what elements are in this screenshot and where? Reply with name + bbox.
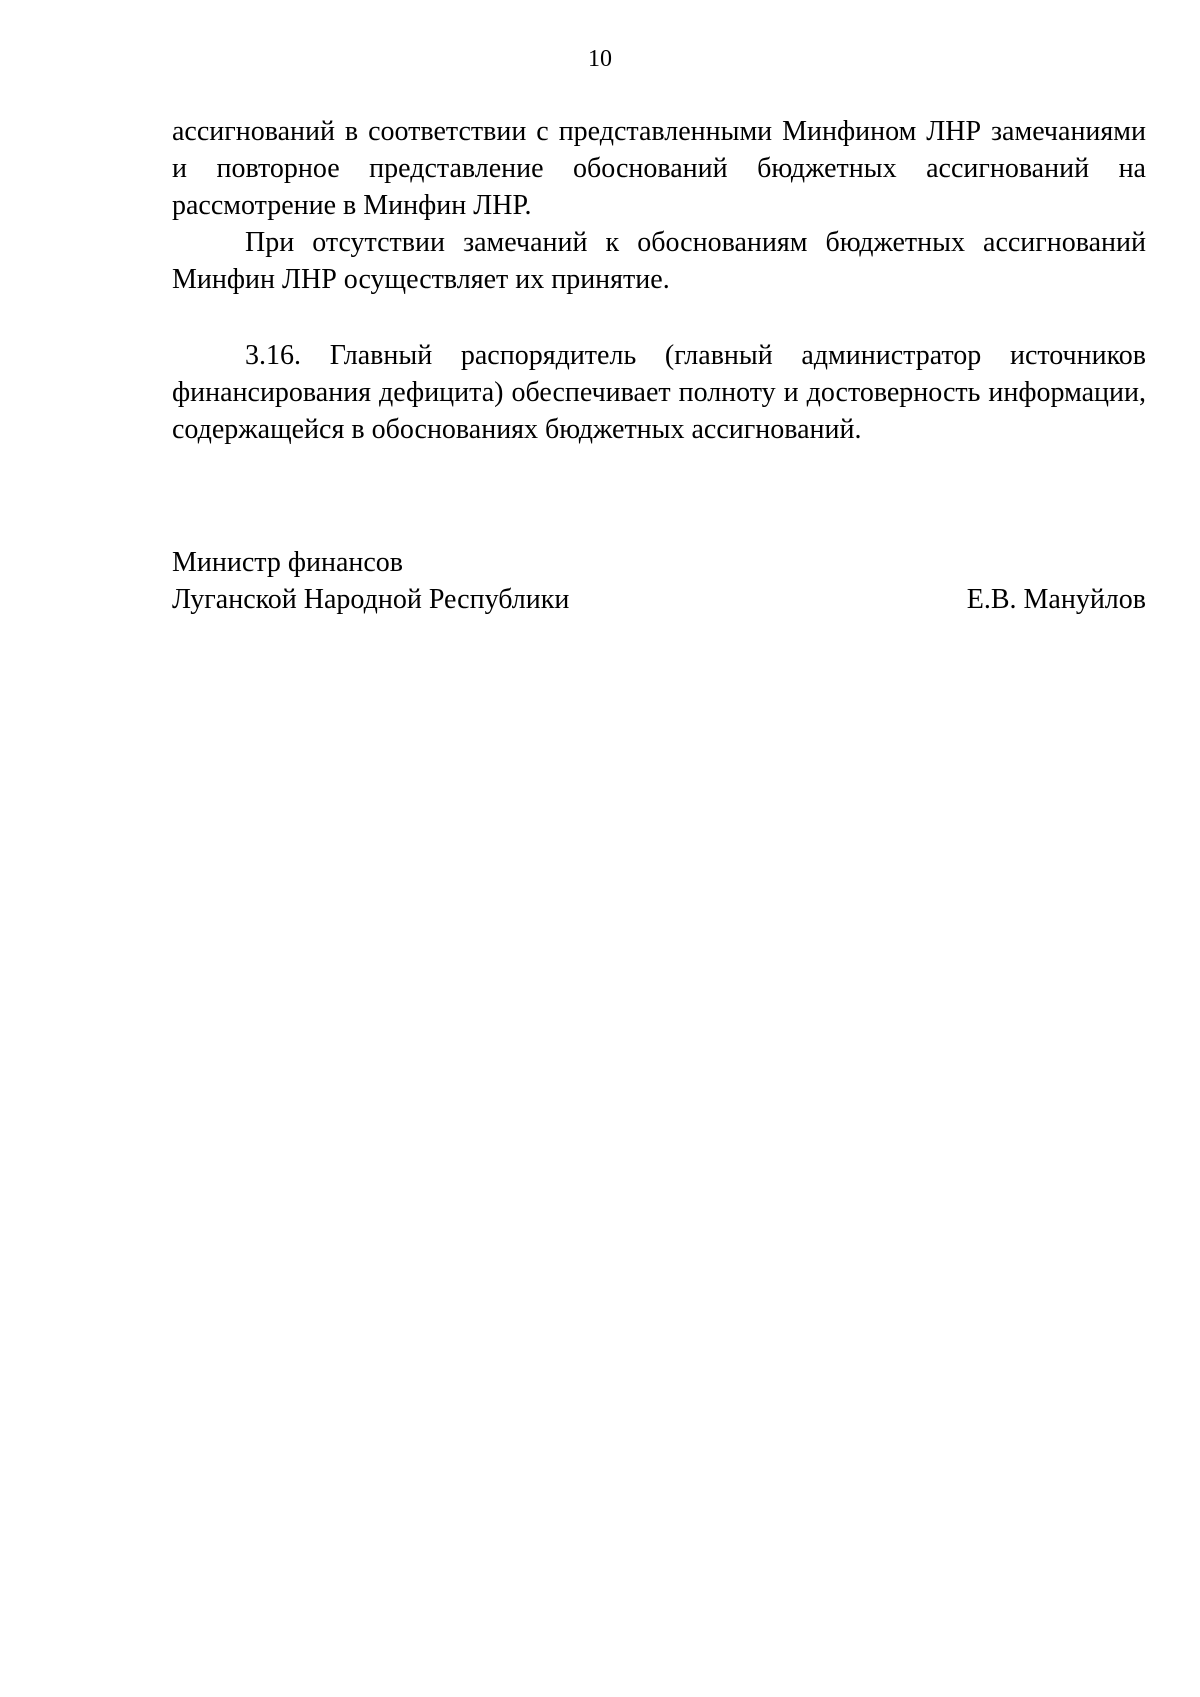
document-body bbox=[172, 113, 1146, 448]
page-number: 10 bbox=[588, 46, 612, 72]
paragraph-3-16: 3.16. Главный распорядитель (главный администратор источников финансирования дефицита) обеспечивает полноту и достоверность информации, содержащейся в обоснованиях бюджетных ассигнований. bbox=[172, 340, 1146, 445]
signature-block bbox=[172, 544, 1146, 618]
signatory-position-line2: Луганской Народной Республики bbox=[172, 584, 570, 615]
signatory-name: Е.В. Мануйлов bbox=[966, 584, 1146, 615]
signature-row bbox=[172, 581, 1146, 618]
signatory-position-line1: Министр финансов bbox=[172, 547, 404, 578]
paragraph-no-remarks: При отсутствии замечаний к обоснованиям бюджетных ассигнований Минфин ЛНР осуществляет их принятие. bbox=[172, 227, 1146, 295]
paragraph-continuation: ассигнований в соответствии с представленными Минфином ЛНР замечаниями и повторное представление обоснований бюджетных ассигнований на рассмотрение в Минфин ЛНР. bbox=[172, 116, 1146, 221]
